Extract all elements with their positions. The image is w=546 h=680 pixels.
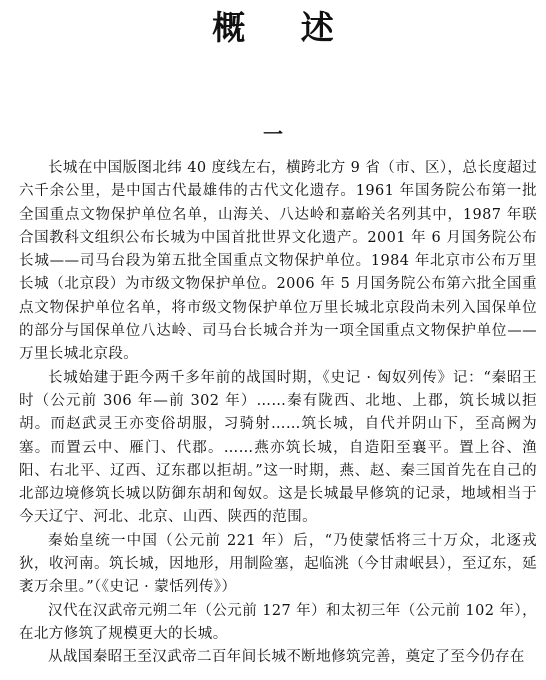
section-number: 一 bbox=[263, 122, 283, 146]
page-title: 概 述 bbox=[212, 8, 356, 47]
paragraph-continuation: 从战国秦昭王至汉武帝二百年间长城不断地修筑完善，奠定了至今仍存在 bbox=[48, 649, 525, 666]
paragraph-great-wall-overview: 长城在中国版图北纬 40 度线左右，横跨北方 9 省（市、区），总长度超过六千余公里，是中国古代最雄伟的古代文化遗存。1961 年国务院公布第一批全国重点文物保护单位名单，山海关、八达岭和嘉峪关名列其中，1987 年联合国教科文组织公布长城为中国首批世界文化遗产。2001 年 6 月国务院公布长城——司马台段为第五批全国重点文物保护单位。1984 年北京市公布万里长城（北京段）为市级文物保护单位。2006 年 5 月国务院公布第六批全国重点文物保护单位名单，将市级文物保护单位万里长城北京段尚未列入国保单位的部分与国保单位八达岭、司马台长城合并为一项全国重点文物保护单位——万里长城北京段。 bbox=[19, 160, 537, 363]
body-text bbox=[19, 157, 537, 670]
paragraph-han-dynasty: 汉代在汉武帝元朔二年（公元前 127 年）和太初三年（公元前 102 年），在北方修筑了规模更大的长城。 bbox=[19, 602, 537, 642]
paragraph-qin-dynasty: 秦始皇统一中国（公元前 221 年）后，“乃使蒙恬将三十万众，北逐戎狄，收河南。筑长城，因地形，用制险塞，起临洮（今甘肃岷县），至辽东，延袤万余里。”（《史记 · 蒙恬列传》） bbox=[19, 532, 537, 596]
paragraph-warring-states-origin: 长城始建于距今两千多年前的战国时期，《史记 · 匈奴列传》记：“秦昭王时（公元前 306 年—前 302 年）……秦有陇西、北地、上郡，筑长城以拒胡。而赵武灵王亦变俗胡服，习骑射……筑长城，自代并阴山下，至高阙为塞。而置云中、雁门、代郡。……燕亦筑长城，自造阳至襄平。置上谷、渔阳、右北平、辽西、辽东郡以拒胡。”这一时期，燕、赵、秦三国首先在自己的北部边境修筑长城以防御东胡和匈奴。这是长城最早修筑的记录，地域相当于今天辽宁、河北、北京、山西、陕西的范围。 bbox=[19, 369, 537, 526]
